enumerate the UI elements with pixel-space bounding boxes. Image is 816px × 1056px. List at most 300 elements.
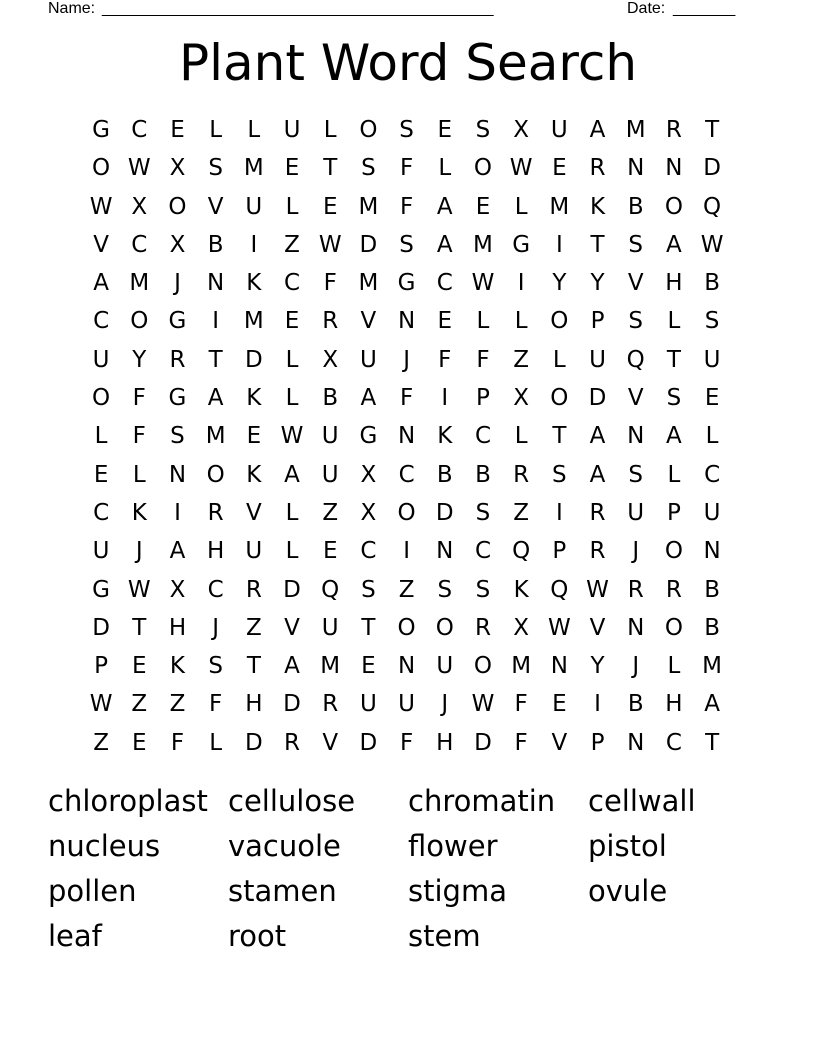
grid-cell: U <box>245 538 263 565</box>
grid-cell: V <box>322 729 339 756</box>
grid-cell: B <box>436 461 453 488</box>
grid-cell: U <box>245 193 263 220</box>
grid-cell: N <box>627 729 645 756</box>
word-bank-item: cellwall <box>588 784 696 818</box>
grid-cell: H <box>665 691 683 718</box>
grid-cell: N <box>627 614 645 641</box>
page-title: Plant Word Search <box>178 34 638 92</box>
grid-cell: L <box>323 117 337 143</box>
grid-cell: D <box>435 499 454 526</box>
grid-cell: N <box>627 155 645 182</box>
grid-cell: Y <box>590 270 605 297</box>
grid-cell: V <box>207 193 224 220</box>
grid-cell: E <box>552 155 567 182</box>
grid-cell: M <box>625 117 646 143</box>
name-label: Name: <box>48 0 96 17</box>
grid-cell: A <box>589 461 606 488</box>
grid-cell: C <box>704 461 721 488</box>
grid-cell: T <box>323 155 338 182</box>
grid-cell: O <box>168 193 187 220</box>
grid-cell: U <box>283 117 301 143</box>
header-line <box>48 0 748 20</box>
grid-cell: I <box>555 231 563 258</box>
word-bank-item: chloroplast <box>48 784 208 818</box>
grid-cell: P <box>590 729 605 756</box>
grid-cell: B <box>704 270 720 297</box>
grid-cell: F <box>514 691 528 718</box>
grid-cell: D <box>703 155 721 182</box>
grid-cell: K <box>437 423 453 450</box>
grid-cell: M <box>358 270 379 297</box>
grid-cell: X <box>169 576 186 603</box>
grid-cell: C <box>474 538 491 565</box>
grid-cell: R <box>665 117 682 143</box>
word-bank-item: vacuole <box>228 829 341 863</box>
grid-cell: X <box>169 231 186 258</box>
grid-cell: R <box>245 576 262 603</box>
grid-cell: N <box>397 308 416 335</box>
grid-cell: Z <box>245 614 262 641</box>
grid-cell: L <box>667 653 681 680</box>
grid-cell: E <box>284 308 300 335</box>
grid-cell: B <box>627 691 644 718</box>
grid-cell: Q <box>550 576 569 603</box>
grid-cell: Z <box>513 499 530 526</box>
grid-cell: K <box>131 499 147 526</box>
grid-cell: E <box>475 193 491 220</box>
grid-cell: R <box>589 538 606 565</box>
grid-cell: O <box>92 155 111 182</box>
grid-cell: Z <box>322 499 339 526</box>
grid-cell: F <box>132 385 146 412</box>
grid-cell: D <box>359 231 378 258</box>
grid-cell: Z <box>284 231 300 258</box>
grid-cell: L <box>514 193 528 220</box>
grid-cell: S <box>552 461 567 488</box>
grid-cell: P <box>590 308 605 335</box>
grid-cell: S <box>361 576 376 603</box>
word-bank <box>48 779 768 959</box>
grid-cell: H <box>207 538 225 565</box>
grid-cell: V <box>627 270 644 297</box>
grid-cell: O <box>550 308 569 335</box>
grid-cell: X <box>513 385 530 412</box>
grid-cell: S <box>704 308 720 335</box>
grid-cell: O <box>664 193 683 220</box>
grid-cell: L <box>209 117 223 143</box>
grid-cell: P <box>666 499 681 526</box>
grid-cell: R <box>322 308 339 335</box>
grid-cell: D <box>588 385 607 412</box>
grid-cell: C <box>131 231 148 258</box>
grid-cell: U <box>359 691 377 718</box>
grid-cell: A <box>666 423 682 450</box>
grid-cell: N <box>397 423 416 450</box>
grid-cell: S <box>399 231 414 258</box>
grid-cell: F <box>323 270 337 297</box>
grid-cell: R <box>322 691 339 718</box>
grid-cell: L <box>285 499 299 526</box>
grid-cell: E <box>132 729 147 756</box>
grid-cell: W <box>89 691 113 718</box>
grid-cell: E <box>437 308 453 335</box>
grid-cell: L <box>285 385 299 412</box>
grid-cell: E <box>552 691 567 718</box>
letter-grid <box>82 111 731 762</box>
grid-cell: E <box>322 193 338 220</box>
grid-cell: M <box>702 653 723 680</box>
name-field[interactable]: ____________________________________________ <box>102 0 494 17</box>
grid-cell: U <box>321 614 339 641</box>
grid-cell: J <box>135 538 143 565</box>
grid-cell: D <box>474 729 492 756</box>
grid-cell: S <box>628 461 644 488</box>
grid-cell: O <box>130 308 149 335</box>
grid-cell: J <box>441 691 449 718</box>
grid-cell: O <box>206 461 225 488</box>
grid-cell: A <box>284 653 300 680</box>
grid-cell: K <box>246 461 262 488</box>
grid-cell: E <box>246 423 262 450</box>
word-bank-item: chromatin <box>408 784 556 818</box>
grid-cell: V <box>551 729 568 756</box>
grid-cell: V <box>627 385 644 412</box>
grid-cell: S <box>399 117 414 143</box>
grid-cell: E <box>322 538 338 565</box>
grid-cell: Y <box>552 270 567 297</box>
grid-cell: D <box>244 346 263 373</box>
grid-cell: N <box>207 270 225 297</box>
grid-cell: L <box>514 423 528 450</box>
grid-cell: C <box>474 423 491 450</box>
word-bank-item: flower <box>408 829 498 863</box>
grid-cell: L <box>94 423 108 450</box>
grid-cell: T <box>132 614 147 641</box>
grid-cell: R <box>284 729 301 756</box>
grid-cell: N <box>436 538 454 565</box>
grid-cell: O <box>664 538 683 565</box>
grid-cell: D <box>283 691 301 718</box>
grid-cell: O <box>473 155 493 182</box>
grid-cell: E <box>284 155 300 182</box>
word-bank-item: stamen <box>228 874 337 908</box>
grid-cell: L <box>247 117 261 143</box>
grid-cell: B <box>627 193 644 220</box>
grid-cell: C <box>360 538 377 565</box>
grid-cell: O <box>550 385 569 412</box>
grid-cell: W <box>547 614 571 641</box>
grid-cell: Q <box>512 538 531 565</box>
grid-cell: G <box>168 385 187 412</box>
grid-cell: I <box>594 691 601 718</box>
grid-cell: C <box>93 308 110 335</box>
grid-cell: E <box>704 385 720 412</box>
grid-cell: S <box>208 155 223 182</box>
grid-cell: T <box>246 653 261 680</box>
grid-cell: W <box>586 576 609 603</box>
grid-cell: M <box>129 270 150 297</box>
grid-cell: I <box>441 385 449 412</box>
grid-cell: X <box>322 346 339 373</box>
grid-cell: U <box>321 423 339 450</box>
grid-cell: O <box>397 499 416 526</box>
grid-cell: F <box>399 155 414 182</box>
grid-cell: S <box>628 308 644 335</box>
grid-cell: E <box>361 653 376 680</box>
grid-cell: O <box>359 117 378 143</box>
grid-cell: G <box>168 308 187 335</box>
grid-cell: L <box>132 461 146 488</box>
grid-cell: Q <box>626 346 645 373</box>
grid-cell: W <box>700 231 724 258</box>
grid-cell: A <box>704 691 720 718</box>
grid-cell: A <box>93 270 109 297</box>
grid-cell: W <box>471 270 495 297</box>
grid-cell: C <box>436 270 453 297</box>
grid-cell: U <box>359 346 377 373</box>
grid-cell: F <box>209 691 223 718</box>
grid-cell: T <box>208 346 223 373</box>
grid-cell: X <box>513 117 530 143</box>
grid-cell: G <box>397 270 416 297</box>
grid-cell: L <box>285 538 299 565</box>
grid-cell: X <box>513 614 530 641</box>
grid-cell: H <box>665 270 683 297</box>
grid-cell: L <box>667 461 681 488</box>
grid-cell: W <box>89 193 113 220</box>
grid-cell: P <box>476 385 490 412</box>
word-bank-item: stigma <box>408 874 507 908</box>
grid-cell: A <box>589 423 606 450</box>
grid-cell: A <box>666 231 682 258</box>
grid-cell: M <box>358 193 379 220</box>
grid-cell: F <box>132 423 146 450</box>
word-bank-item: stem <box>408 919 481 953</box>
grid-cell: A <box>436 231 453 258</box>
grid-cell: D <box>244 729 263 756</box>
grid-cell: C <box>398 461 415 488</box>
grid-cell: W <box>471 691 495 718</box>
grid-cell: W <box>318 231 342 258</box>
grid-cell: M <box>473 231 493 258</box>
grid-cell: V <box>245 499 262 526</box>
grid-cell: E <box>132 653 147 680</box>
grid-cell: R <box>474 614 491 641</box>
grid-cell: U <box>92 538 110 565</box>
grid-cell: Q <box>321 576 340 603</box>
grid-cell: N <box>550 653 568 680</box>
grid-cell: S <box>475 499 491 526</box>
grid-cell: D <box>92 614 110 641</box>
grid-cell: B <box>207 231 224 258</box>
grid-cell: Z <box>513 346 530 373</box>
word-bank-item: pistol <box>588 829 667 863</box>
grid-cell: Z <box>398 576 415 603</box>
grid-cell: Z <box>169 691 186 718</box>
grid-cell: E <box>437 117 453 143</box>
grid-cell: C <box>665 729 682 756</box>
grid-cell: C <box>131 117 148 143</box>
grid-cell: Q <box>703 193 722 220</box>
grid-cell: J <box>403 346 410 373</box>
grid-cell: N <box>665 155 683 182</box>
grid-cell: S <box>475 576 491 603</box>
grid-cell: J <box>632 653 640 680</box>
grid-cell: U <box>703 499 721 526</box>
grid-cell: M <box>549 193 570 220</box>
grid-cell: L <box>209 729 223 756</box>
grid-cell: V <box>93 231 109 258</box>
grid-cell: K <box>246 385 262 412</box>
grid-cell: S <box>475 117 491 143</box>
grid-cell: N <box>627 423 645 450</box>
grid-cell: D <box>359 729 378 756</box>
grid-cell: G <box>512 231 531 258</box>
grid-cell: D <box>283 576 301 603</box>
date-label: Date: <box>627 0 666 17</box>
grid-cell: P <box>552 538 567 565</box>
grid-cell: R <box>513 461 530 488</box>
grid-cell: M <box>205 423 226 450</box>
grid-cell: S <box>170 423 185 450</box>
grid-cell: C <box>284 270 301 297</box>
grid-cell: M <box>243 308 264 335</box>
grid-cell: B <box>475 461 491 488</box>
grid-cell: Z <box>131 691 148 718</box>
grid-cell: K <box>589 193 606 220</box>
grid-cell: F <box>438 346 452 373</box>
date-field[interactable]: _______ <box>673 0 736 17</box>
grid-cell: R <box>169 346 186 373</box>
grid-cell: W <box>127 155 151 182</box>
grid-cell: F <box>170 729 185 756</box>
grid-cell: I <box>250 231 258 258</box>
grid-cell: N <box>703 538 721 565</box>
grid-cell: O <box>435 614 454 641</box>
word-bank-item: pollen <box>48 874 137 908</box>
grid-cell: M <box>511 653 532 680</box>
grid-cell: X <box>131 193 148 220</box>
grid-cell: A <box>284 461 300 488</box>
grid-cell: T <box>361 614 376 641</box>
grid-cell: U <box>398 691 416 718</box>
grid-cell: N <box>397 653 416 680</box>
grid-cell: W <box>280 423 304 450</box>
grid-cell: X <box>169 155 186 182</box>
grid-cell: R <box>589 155 606 182</box>
grid-cell: I <box>517 270 525 297</box>
grid-cell: V <box>589 614 606 641</box>
grid-cell: T <box>590 231 605 258</box>
grid-cell: I <box>174 499 181 526</box>
grid-cell: J <box>174 270 181 297</box>
grid-cell: O <box>397 614 416 641</box>
grid-cell: R <box>665 576 682 603</box>
grid-cell: H <box>436 729 454 756</box>
grid-cell: C <box>93 499 110 526</box>
grid-cell: U <box>550 117 568 143</box>
grid-cell: U <box>703 346 721 373</box>
grid-cell: U <box>436 653 454 680</box>
grid-cell: A <box>436 193 453 220</box>
grid-cell: U <box>321 461 339 488</box>
grid-cell: A <box>589 117 606 143</box>
grid-cell: F <box>476 346 490 373</box>
grid-cell: S <box>208 653 223 680</box>
grid-cell: F <box>399 193 414 220</box>
grid-cell: Z <box>93 729 109 756</box>
word-bank-item: ovule <box>588 874 668 908</box>
grid-cell: W <box>127 576 151 603</box>
grid-cell: O <box>664 614 683 641</box>
grid-cell: S <box>666 385 682 412</box>
grid-cell: C <box>207 576 224 603</box>
grid-cell: M <box>243 155 264 182</box>
grid-cell: L <box>552 346 566 373</box>
grid-cell: R <box>627 576 644 603</box>
grid-cell: K <box>246 270 262 297</box>
grid-cell: H <box>168 614 187 641</box>
grid-cell: I <box>555 499 563 526</box>
grid-cell: B <box>322 385 339 412</box>
grid-cell: F <box>514 729 528 756</box>
grid-cell: R <box>589 499 606 526</box>
grid-cell: A <box>360 385 377 412</box>
grid-cell: A <box>207 385 224 412</box>
word-bank-item: cellulose <box>228 784 356 818</box>
grid-cell: S <box>628 231 644 258</box>
grid-cell: V <box>360 308 377 335</box>
grid-cell: L <box>667 308 681 335</box>
grid-cell: U <box>589 346 606 373</box>
grid-cell: S <box>437 576 453 603</box>
grid-cell: L <box>438 155 452 182</box>
grid-cell: S <box>361 155 376 182</box>
grid-cell: O <box>473 653 493 680</box>
grid-cell: L <box>705 423 719 450</box>
grid-cell: B <box>704 576 720 603</box>
grid-cell: P <box>94 653 109 680</box>
grid-cell: V <box>284 614 300 641</box>
grid-cell: I <box>212 308 220 335</box>
grid-cell: W <box>509 155 533 182</box>
grid-cell: T <box>705 729 720 756</box>
grid-cell: G <box>359 423 378 450</box>
grid-cell: L <box>476 308 490 335</box>
grid-cell: X <box>360 499 377 526</box>
grid-cell: J <box>212 614 220 641</box>
grid-cell: G <box>92 117 110 143</box>
grid-cell: T <box>666 346 681 373</box>
grid-cell: K <box>169 653 186 680</box>
grid-cell: G <box>92 576 110 603</box>
grid-cell: O <box>92 385 111 412</box>
word-bank-item: root <box>228 919 287 953</box>
grid-cell: X <box>360 461 377 488</box>
grid-cell: T <box>552 423 567 450</box>
grid-cell: L <box>285 346 299 373</box>
grid-cell: U <box>627 499 645 526</box>
grid-cell: A <box>169 538 186 565</box>
grid-cell: F <box>399 729 414 756</box>
grid-cell: H <box>245 691 263 718</box>
grid-cell: F <box>399 385 414 412</box>
grid-cell: K <box>513 576 529 603</box>
grid-cell: E <box>170 117 185 143</box>
grid-cell: Y <box>590 653 605 680</box>
grid-cell: Y <box>132 346 147 373</box>
grid-cell: I <box>403 538 410 565</box>
